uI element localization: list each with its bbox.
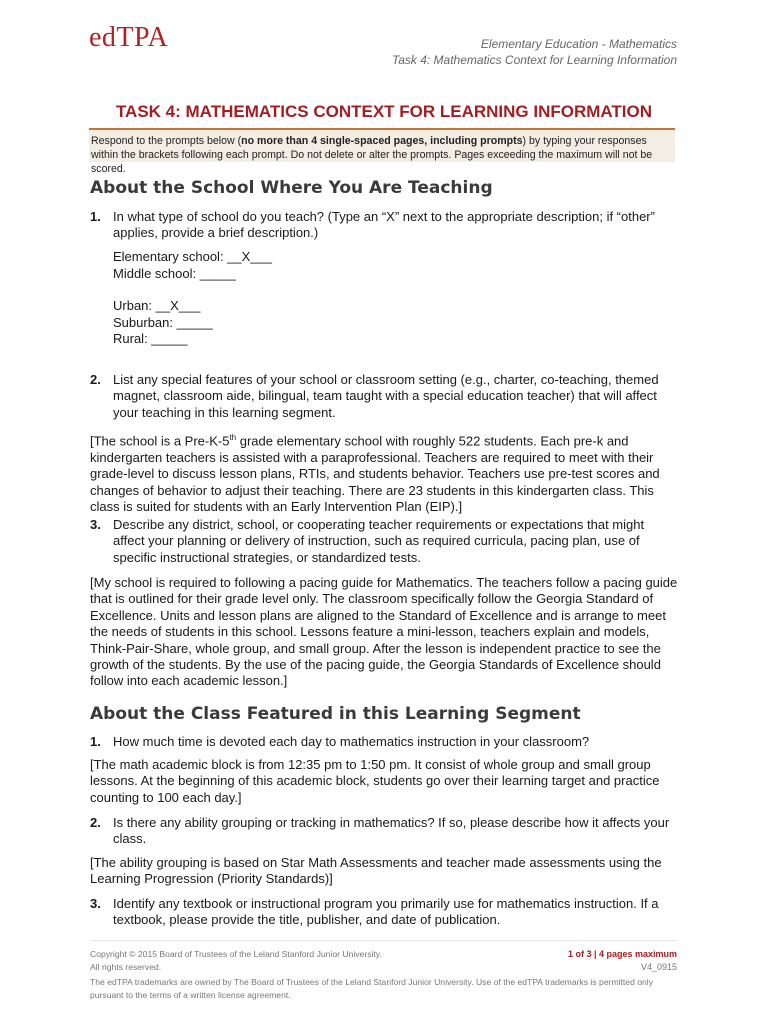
answer-text-pre: [The school is a Pre-K-5 [90, 433, 230, 449]
header-subject: Elementary Education - Mathematics [480, 37, 677, 51]
document-header [392, 36, 677, 68]
notice-text-post: ) by typing your responses within the brackets following each prompt. Do not delete or alter the prompts. Pages exceeding the maximum will not be scored. [91, 135, 653, 175]
instructions-notice [89, 128, 675, 175]
prompt-number: 2. [90, 372, 101, 387]
answer-special-features [90, 430, 680, 515]
notice-text-bold: no more than 4 single-spaced pages, including prompts [241, 135, 523, 147]
prompt-text: In what type of school do you teach? (Type an “X” next to the appropriate description; if “other” applies, provide a brief description.) [113, 209, 655, 241]
prompt-school-type [90, 209, 676, 242]
edtpa-logo: edTPA [89, 22, 169, 53]
page-indicator: 1 of 3 | 4 pages maximum [567, 949, 677, 959]
copyright-line: Copyright © 2015 Board of Trustees of the Leland Stanford Junior University. [90, 949, 382, 959]
prompt-text: How much time is devoted each day to mathematics instruction in your classroom? [113, 734, 590, 749]
page-title: TASK 4: MATHEMATICS CONTEXT FOR LEARNING INFORMATION [115, 102, 653, 121]
option-elementary: Elementary school: __X___ [113, 249, 272, 264]
answer-requirements: [My school is required to following a pacing guide for Mathematics. The teachers follow a pacing guide that is outlined for their grade level only. The classroom specifically follow the Georgia Standard of Excellence. Units and lesson plans are aligned to the Standard of Excellence and is arrange to meet the needs of students in this school. Lessons feature a mini-lesson, teachers explain and models, Think-Pair-Share, whole group, and small group. After the lesson is independent practice to see the growth of the students. By the use of the pacing guide, the Georgia Standards of Excellence should follow into each academic lesson.] [90, 575, 678, 689]
prompt-textbook [90, 896, 676, 929]
answer-ability-grouping: [The ability grouping is based on Star Math Assessments and teacher made assessments using the Learning Progression (Priority Standards)] [90, 855, 662, 887]
answer-instruction-time: [The math academic block is from 12:35 pm to 1:50 pm. It consist of whole group and small group lessons. At the beginning of this academic block, students go over their learning target and practice counting to 100 each day.] [90, 757, 660, 805]
prompt-text: List any special features of your school or classroom setting (e.g., charter, co-teaching, themed magnet, classroom aide, bilingual, team taught with a special education teacher) that will affect your teaching in this learning segment. [113, 372, 659, 420]
section-heading-class: About the Class Featured in this Learning Segment [90, 704, 581, 724]
option-rural: Rural: _____ [113, 331, 188, 346]
rights-line: All rights reserved. [90, 962, 162, 972]
notice-text-pre: Respond to the prompts below ( [91, 135, 242, 147]
prompt-special-features [90, 372, 676, 421]
prompt-number: 3. [90, 517, 101, 532]
prompt-number: 2. [90, 815, 101, 830]
section-heading-school: About the School Where You Are Teaching [90, 178, 493, 198]
footer-trademark-notice: The edTPA trademarks are owned by The Board of Trustees of the Leland Stanford Junior University. Use of the edTPA trademarks is permitted only pursuant to the terms of a written license agreement. [90, 977, 654, 1000]
prompt-requirements [90, 517, 676, 566]
option-suburban: Suburban: _____ [113, 315, 213, 330]
prompt-text: Identify any textbook or instructional program you primarily use for mathematics instruction. If a textbook, please provide the title, publisher, and date of publication. [113, 896, 659, 928]
prompt-number: 1. [90, 209, 101, 224]
prompt-text: Describe any district, school, or cooperating teacher requirements or expectations that might affect your planning or delivery of instruction, such as required curricula, pacing plan, use of specific instructional strategies, or standardized tests. [113, 517, 645, 565]
header-task: Task 4: Mathematics Context for Learning Information [391, 53, 677, 67]
prompt-instruction-time [90, 734, 676, 750]
footer-divider [90, 940, 678, 941]
prompt-text: Is there any ability grouping or tracking in mathematics? If so, please describe how it affects your class. [113, 815, 670, 847]
version-label: V4_0915 [640, 962, 677, 972]
option-middle: Middle school: _____ [113, 266, 236, 281]
option-urban: Urban: __X___ [113, 298, 201, 313]
prompt-ability-grouping [90, 815, 676, 848]
answer-text-post: grade elementary school with roughly 522 students. Each pre-k and kindergarten teachers is assisted with a paraprofessional. Teachers are required to meet with their grade-level to discuss lesson plans, RTIs, and students behavior. Teachers use pre-test scores and changes of behavior to adjust their teaching. There are 23 students in this kindergarten class. This class is suited for students with an Early Intervention Plan (EIP).] [90, 433, 660, 514]
prompt-number: 3. [90, 896, 101, 911]
prompt-number: 1. [90, 734, 101, 749]
footer-page-info [568, 948, 677, 974]
answer-superscript: th [229, 433, 237, 442]
footer-copyright [90, 948, 650, 974]
